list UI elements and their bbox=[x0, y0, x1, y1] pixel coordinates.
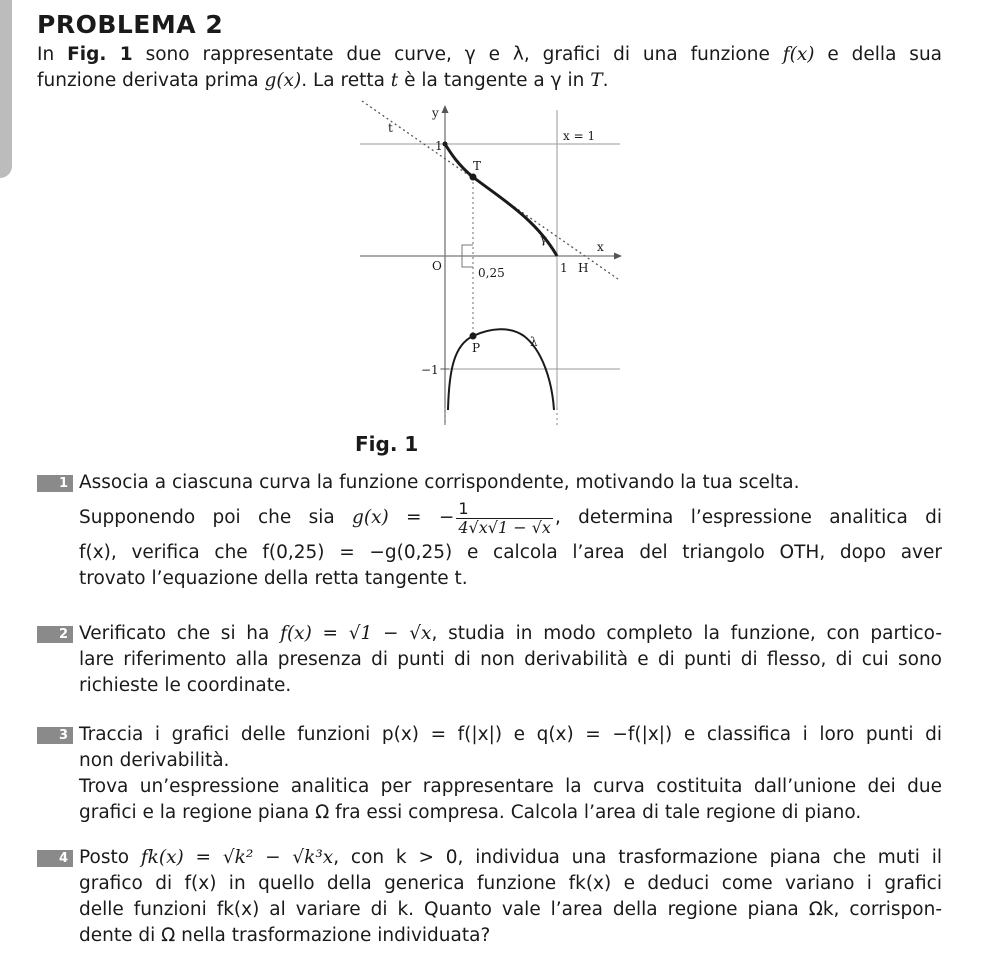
label-P: P bbox=[472, 341, 481, 355]
right-angle-mark-2 bbox=[462, 256, 473, 267]
label-lambda: λ bbox=[530, 335, 538, 349]
label-gamma: γ bbox=[540, 232, 548, 246]
label-minus1: −1 bbox=[421, 363, 439, 377]
item-1-line-1: Associa a ciascuna curva la funzione corrispondente, motivando la tua scelta. bbox=[79, 472, 800, 493]
item-4 bbox=[37, 845, 942, 949]
g-fraction: $\frac{1}{4√x√1 - √x}$ bbox=[458, 498, 551, 537]
item-3-line-4: grafici e la regione piana Ω fra essi compresa. Calcola l’area di tale regione di piano. bbox=[79, 802, 862, 823]
item-2-line-1: Verificato che si ha f(x) = √1 − √x, studia in modo completo la funzione, con partico- bbox=[79, 623, 942, 644]
item-3-number: 3 bbox=[37, 727, 73, 744]
item-1-line-2: Supponendo poi che sia g(x) = − $\frac{1}{4√x√1 - √x}$ , determina l’espressione analitica di bbox=[79, 498, 942, 537]
item-1 bbox=[37, 470, 942, 592]
point-start bbox=[443, 142, 448, 147]
label-O: O bbox=[432, 259, 442, 273]
x-axis-arrow bbox=[614, 253, 622, 260]
item-3-line-3: Trova un’espressione analitica per rappresentare la curva costituita dall’unione dei due bbox=[79, 776, 942, 797]
item-4-line-4: dente di Ω nella trasformazione individuata? bbox=[79, 925, 491, 946]
item-3 bbox=[37, 722, 942, 826]
curve-lambda bbox=[448, 329, 554, 410]
y-axis-arrow bbox=[442, 105, 449, 113]
item-4-line-1: Posto fk(x) = √k² − √k³x, con k > 0, individua una trasformazione piana che muti il bbox=[79, 847, 942, 868]
item-4-line-3: delle funzioni fk(x) al variare di k. Quanto vale l’area della regione piana Ωk, corrispon- bbox=[79, 899, 942, 920]
right-angle-mark bbox=[462, 245, 473, 256]
label-x: x bbox=[597, 240, 604, 254]
point-P bbox=[470, 333, 477, 340]
point-T bbox=[470, 174, 477, 181]
figure-caption: Fig. 1 bbox=[355, 432, 419, 456]
item-2-line-3: richieste le coordinate. bbox=[79, 675, 292, 696]
item-2 bbox=[37, 621, 942, 699]
item-4-line-2: grafico di f(x) in quello della generica funzione fk(x) e deduci come variano i grafici bbox=[79, 873, 942, 894]
label-x025: 0,25 bbox=[478, 266, 505, 280]
intro-line-1: In Fig. 1 sono rappresentate due curve, γ e λ, grafici di una funzione f(x) e della sua bbox=[37, 44, 943, 65]
item-1-line-4: trovato l’equazione della retta tangente t. bbox=[79, 568, 468, 589]
label-one-y: 1 bbox=[435, 139, 443, 153]
item-4-number: 4 bbox=[37, 850, 73, 867]
item-1-number: 1 bbox=[37, 475, 73, 492]
label-t: t bbox=[388, 121, 393, 135]
label-one-x: 1 bbox=[560, 261, 568, 275]
item-2-line-2: lare riferimento alla presenza di punti di non derivabilità e di punti di flesso, di cui sono bbox=[79, 649, 942, 670]
label-H: H bbox=[578, 261, 589, 275]
label-xeq1: x = 1 bbox=[563, 129, 596, 143]
item-2-number: 2 bbox=[37, 626, 73, 643]
label-T: T bbox=[473, 159, 482, 173]
label-y: y bbox=[432, 106, 439, 120]
item-1-line-3: f(x), verifica che f(0,25) = −g(0,25) e calcola l’area del triangolo OTH, dopo aver bbox=[79, 542, 942, 563]
problem-title: PROBLEMA 2 bbox=[37, 10, 224, 39]
intro-line-2: funzione derivata prima g(x). La retta t è la tangente a γ in T. bbox=[37, 70, 609, 91]
item-3-line-1: Traccia i grafici delle funzioni p(x) = f(|x|) e q(x) = −f(|x|) e classifica i loro punti di bbox=[79, 724, 942, 745]
item-3-line-2: non derivabilità. bbox=[79, 750, 230, 771]
